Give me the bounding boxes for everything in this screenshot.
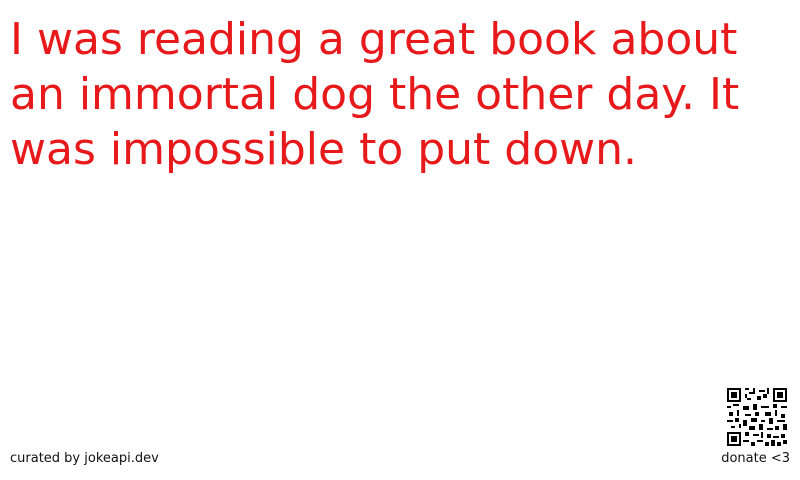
credit-link[interactable]: curated by jokeapi.dev [10,451,159,466]
donate-link[interactable]: donate <3 [721,451,790,466]
qr-code-icon[interactable] [727,388,787,446]
joke-text: I was reading a great book about an immortal dog the other day. It was impossible to put down. [10,14,740,175]
